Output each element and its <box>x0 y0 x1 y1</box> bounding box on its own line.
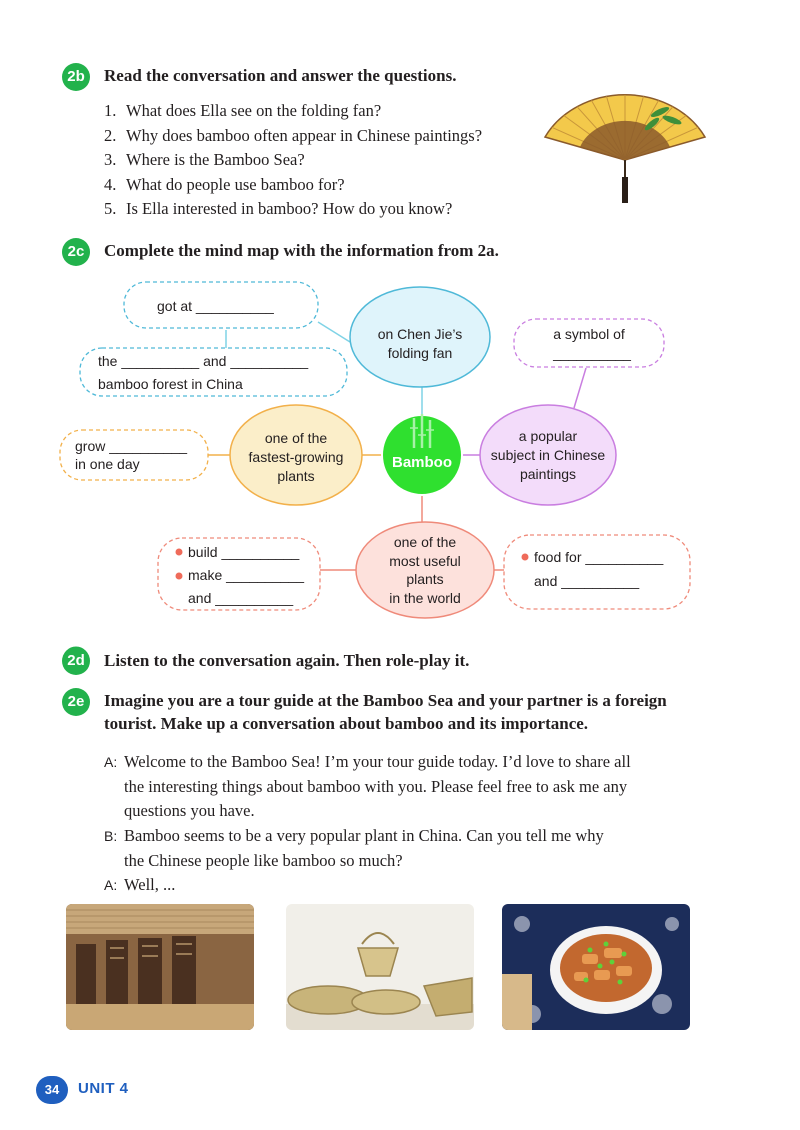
food-text-line1: food for __________ <box>534 549 664 565</box>
fastest-node-line1: one of the <box>264 430 328 446</box>
symbol-text-line2: __________ <box>553 345 631 361</box>
question-item: 5. Is Ella interested in bamboo? How do you know? <box>104 199 453 218</box>
uses-text-line3: and __________ <box>188 590 294 606</box>
speaker-label: A: <box>104 877 118 893</box>
fastest-node-line2: fastest-growing <box>248 449 344 465</box>
useful-node-line1: one of the <box>393 534 457 550</box>
bamboo-shoot-dish-photo <box>502 904 690 1030</box>
symbol-text-line1: a symbol of <box>553 326 625 342</box>
forest-text-line1: the __________ and __________ <box>98 353 309 369</box>
useful-node-line3: plants <box>406 571 444 587</box>
section-2e-heading-line2: tourist. Make up a conversation about bamboo and its importance. <box>104 714 589 733</box>
fastest-node-line3: plants <box>277 468 315 484</box>
headphones-icon <box>58 640 94 662</box>
uses-text-line1: build __________ <box>188 544 300 560</box>
fan-node-line2: folding fan <box>387 345 453 361</box>
dialog-a1: A: Welcome to the Bamboo Sea! I’m your tour guide today. I’d love to share all the interesting things about bamboo with you. Please feel free to ask me any questions you have. <box>104 752 631 820</box>
painting-node-line1: a popular <box>518 428 578 444</box>
unit-label: UNIT 4 <box>78 1080 129 1097</box>
question-item: 4. What do people use bamboo for? <box>104 174 345 194</box>
section-badge-2b: 2b <box>62 63 90 91</box>
page-number: 34 <box>36 1076 68 1104</box>
question-item: 2. Why does bamboo often appear in Chinese paintings? <box>104 125 483 145</box>
food-text-line2: and __________ <box>534 573 640 589</box>
painting-node-line2: subject in Chinese <box>490 447 606 463</box>
bamboo-baskets-photo <box>286 904 474 1030</box>
section-2c-heading: Complete the mind map with the information from 2a. <box>104 241 499 260</box>
speaker-label: B: <box>104 828 118 844</box>
forest-text-line2: bamboo forest in China <box>98 376 243 392</box>
section-badge-2c: 2c <box>62 238 90 266</box>
bamboo-center-label: Bamboo <box>392 454 452 471</box>
fan-node-line1: on Chen Jie’s <box>377 326 463 342</box>
uses-text-line2: make __________ <box>188 567 304 583</box>
dialog-b1: B: Bamboo seems to be a very popular plant in China. Can you tell me why the Chinese people like bamboo so much? <box>104 826 604 870</box>
section-2d-heading: Listen to the conversation again. Then role-play it. <box>104 651 470 670</box>
question-item: 1. What does Ella see on the folding fan? <box>104 101 382 120</box>
grow-text-line2: in one day <box>75 456 140 472</box>
section-badge-2e: 2e <box>62 688 90 716</box>
speaker-label: A: <box>104 754 118 770</box>
grow-text-line1: grow __________ <box>75 438 188 454</box>
useful-node-line4: in the world <box>389 590 461 606</box>
food-box <box>504 535 690 609</box>
bamboo-house-photo <box>66 904 254 1030</box>
painting-node-line3: paintings <box>519 466 577 482</box>
section-2b-heading: Read the conversation and answer the questions. <box>104 66 457 85</box>
got-at-text: got at __________ <box>157 298 274 314</box>
section-2e-heading-line1: Imagine you are a tour guide at the Bamboo Sea and your partner is a foreign <box>104 691 667 710</box>
section-badge-2d: 2d <box>62 647 90 675</box>
useful-node-line2: most useful <box>389 553 461 569</box>
question-item: 3. Where is the Bamboo Sea? <box>104 150 305 169</box>
dialog-a2: A: Well, ... <box>104 873 175 898</box>
